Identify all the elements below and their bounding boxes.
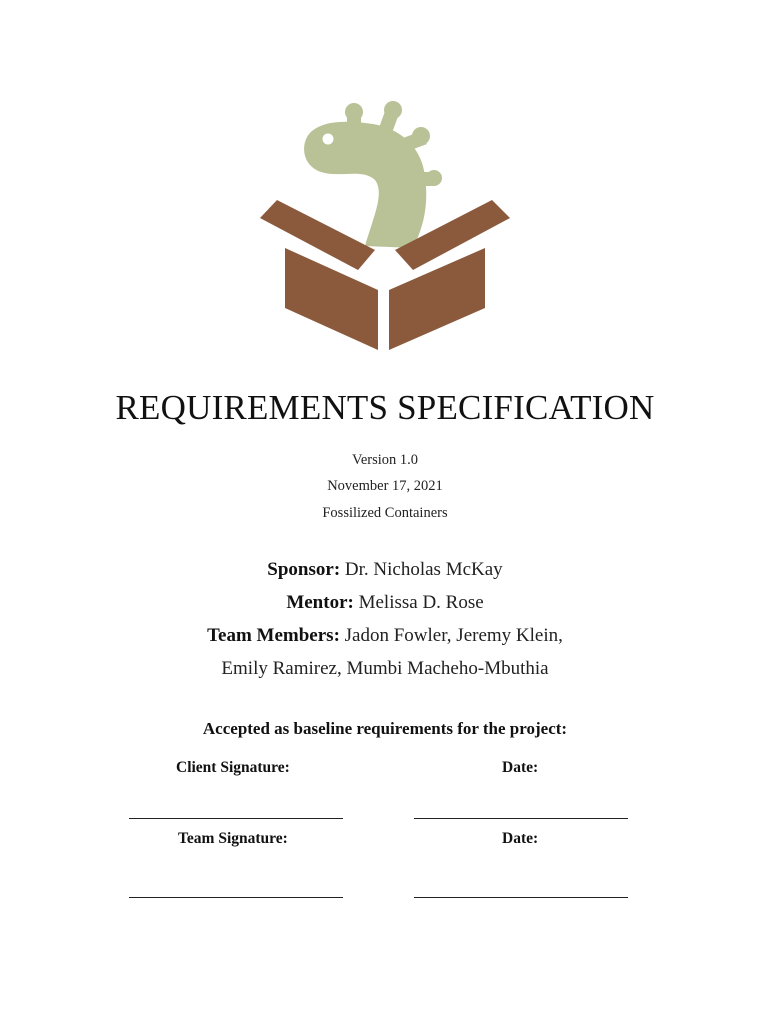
team-members-label: Team Members:: [207, 625, 340, 646]
team-members-names-2: Emily Ramirez, Mumbi Macheho-Mbuthia: [221, 658, 549, 679]
client-signature-label: Client Signature:: [176, 759, 290, 776]
team-signature-line: [129, 897, 343, 898]
dinosaur-in-box-logo: [255, 98, 515, 356]
sponsor-name: Dr. Nicholas McKay: [344, 559, 503, 580]
team-date-line: [414, 897, 628, 898]
client-date-line: [414, 818, 628, 819]
date-text: November 17, 2021: [327, 478, 443, 494]
document-title: REQUIREMENTS SPECIFICATION: [115, 388, 655, 427]
team-signature-label: Team Signature:: [178, 830, 288, 847]
mentor-line: [0, 592, 770, 614]
client-signature-line: [129, 818, 343, 819]
team-members-names-1: Jadon Fowler, Jeremy Klein,: [344, 625, 563, 646]
sponsor-label: Sponsor:: [267, 559, 341, 580]
version-text: Version 1.0: [351, 452, 419, 468]
team-members-line: [0, 625, 770, 647]
mentor-name: Melissa D. Rose: [358, 592, 484, 613]
acceptance-heading: Accepted as baseline requirements for the project:: [202, 719, 568, 738]
team-date-label: Date:: [502, 830, 539, 847]
mentor-label: Mentor:: [286, 592, 354, 613]
client-date-label: Date:: [502, 759, 539, 776]
team-name: Fossilized Containers: [322, 505, 448, 521]
sponsor-line: [0, 559, 770, 581]
team-members-line-2: [0, 658, 770, 680]
